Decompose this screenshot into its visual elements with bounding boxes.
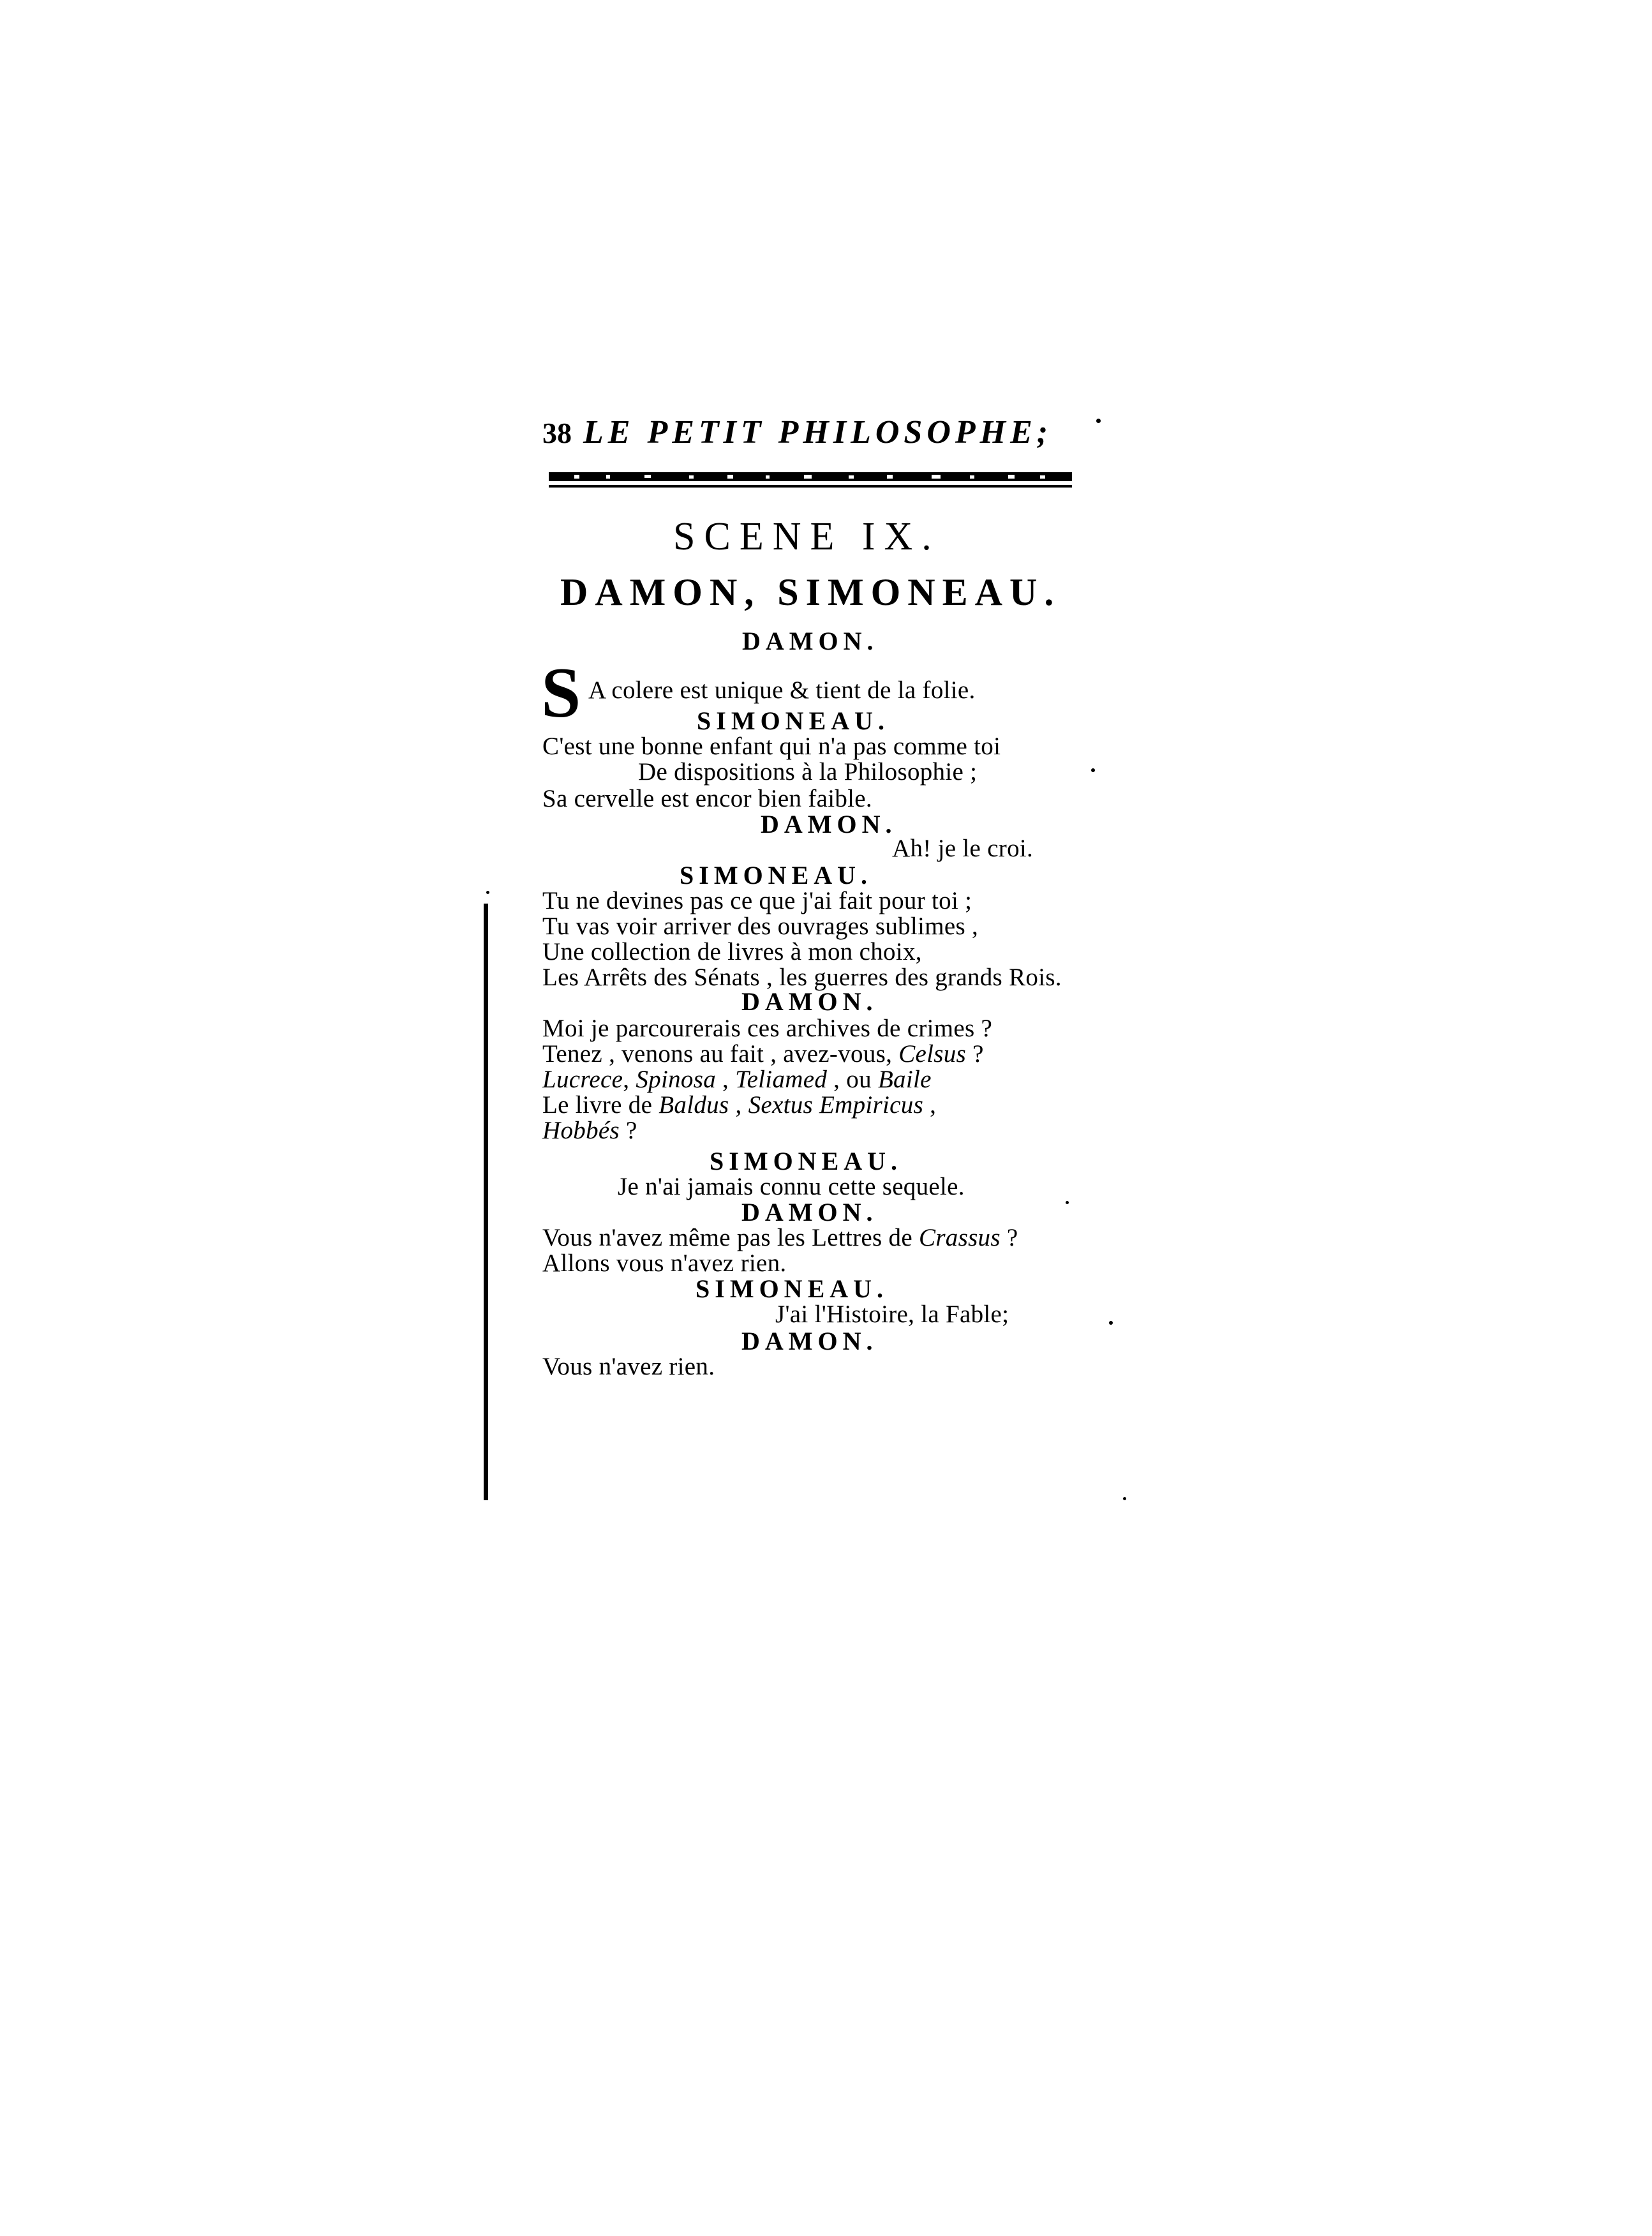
verse-italic: Baile: [877, 1066, 932, 1093]
margin-bar: [484, 904, 488, 1500]
verse-text: ,: [729, 1091, 748, 1119]
page-number: 38: [542, 417, 572, 449]
verse-line: J'ai l'Histoire, la Fable;: [775, 1301, 1009, 1328]
verse-line: [542, 1092, 936, 1117]
running-header: [542, 416, 1052, 449]
verse-italic: Teliamed: [735, 1066, 828, 1093]
verse-line: A colere est unique & tient de la folie.: [588, 676, 976, 704]
verse-line: Allons vous n'avez rien.: [542, 1249, 787, 1277]
speaker-label: SIMONEAU.: [697, 706, 890, 735]
verse-line: [542, 1041, 984, 1066]
verse-text: Vous n'avez même pas les Lettres de: [542, 1224, 919, 1251]
verse-text: ,: [716, 1066, 736, 1093]
ink-speck: [1091, 768, 1095, 772]
speaker-label: DAMON.: [741, 987, 878, 1016]
verse-text: ?: [966, 1040, 984, 1068]
verse-text: Le livre de: [542, 1091, 659, 1119]
verse-line: Ah! je le croi.: [892, 835, 1034, 862]
verse-line: Tu ne devines pas ce que j'ai fait pour toi ;: [542, 887, 972, 914]
verse-line: Une collection de livres à mon choix,: [542, 938, 922, 965]
speaker-label: SIMONEAU.: [696, 1274, 889, 1303]
verse-italic: Lucrece: [542, 1066, 623, 1093]
verse-text: ?: [1000, 1224, 1018, 1251]
ink-speck: [1066, 1201, 1069, 1204]
verse-italic: Crassus: [919, 1224, 1001, 1251]
speaker-label: DAMON.: [741, 1327, 878, 1355]
verse-italic: Sextus Empiricus: [748, 1091, 924, 1119]
verse-text: Tenez , venons au fait , avez-vous,: [542, 1040, 899, 1068]
verse-line: [542, 1067, 932, 1092]
verse-line: Sa cervelle est encor bien faible.: [542, 785, 872, 812]
verse-line: Tu vas voir arriver des ouvrages sublimes ,: [542, 913, 979, 940]
verse-italic: Spinosa: [636, 1066, 716, 1093]
speaker-label: SIMONEAU.: [710, 1147, 903, 1175]
speaker-label: SIMONEAU.: [680, 861, 873, 890]
speaker-label: DAMON.: [761, 810, 897, 838]
running-title: LE PETIT PHILOSOPHE;: [583, 414, 1053, 451]
ornamental-rule: [549, 471, 1072, 490]
verse-text: , ou: [827, 1066, 878, 1093]
verse-italic: Celsus: [898, 1040, 967, 1068]
speaker-label: DAMON.: [741, 1198, 878, 1226]
verse-line: Je n'ai jamais connu cette sequele.: [618, 1173, 965, 1200]
verse-text: ?: [619, 1117, 637, 1144]
verse-line: [542, 1225, 1018, 1250]
verse-line: [542, 1118, 637, 1143]
verse-italic: Baldus: [659, 1091, 729, 1119]
scene-title: SCENE IX.: [673, 515, 941, 558]
ink-speck: [486, 891, 489, 894]
ink-speck: [1109, 1321, 1113, 1325]
verse-line: Les Arrêts des Sénats , les guerres des grands Rois.: [542, 964, 1062, 991]
ink-speck: [1096, 419, 1101, 423]
ink-speck: [1123, 1497, 1126, 1500]
verse-line: C'est une bonne enfant qui n'a pas comme toi: [542, 733, 1001, 760]
scene-cast: DAMON, SIMONEAU.: [560, 571, 1061, 613]
speaker-label: DAMON.: [742, 627, 879, 655]
verse-text: ,: [623, 1066, 636, 1093]
verse-line: De dispositions à la Philosophie ;: [638, 758, 978, 786]
verse-line: Vous n'avez rien.: [542, 1353, 715, 1380]
verse-italic: Hobbés: [542, 1117, 620, 1144]
verse-text: ,: [923, 1091, 937, 1119]
verse-line: Moi je parcourerais ces archives de crimes ?: [542, 1015, 993, 1042]
drop-cap: S: [541, 653, 581, 733]
